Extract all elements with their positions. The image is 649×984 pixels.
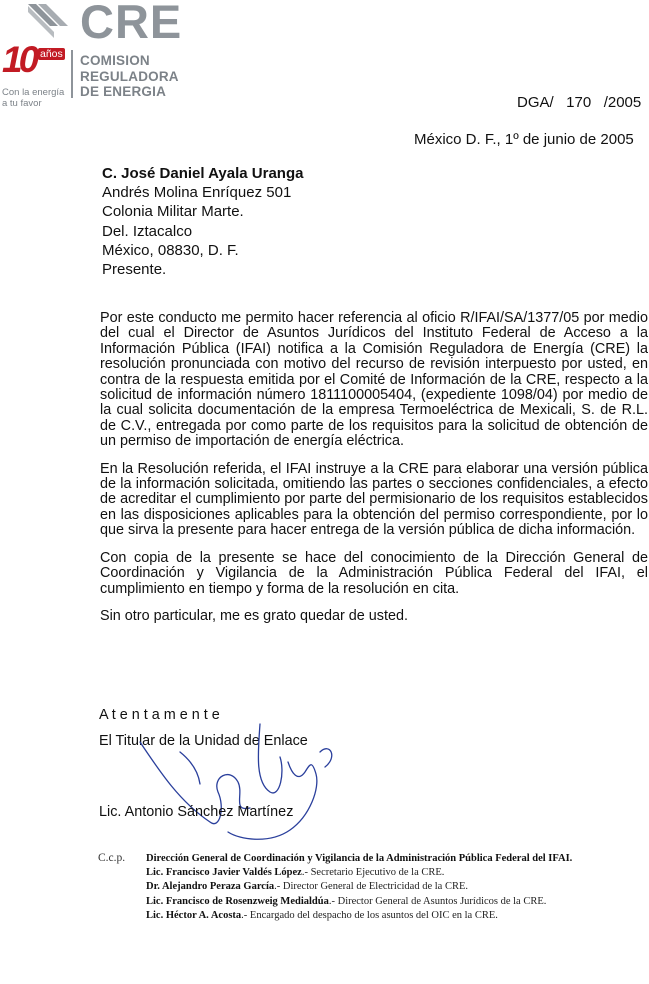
signer-name: Lic. Antonio Sánchez Martínez (99, 804, 294, 820)
ccp-entry: Lic. Francisco Javier Valdés López.- Secretario Ejecutivo de la CRE. (146, 867, 445, 879)
letter-body (100, 311, 648, 636)
tagline: Con la energía a tu favor (2, 87, 65, 109)
body-paragraph: Por este conducto me permito hacer referencia al oficio R/IFAI/SA/1377/05 por medio del cual el Director de Asuntos Jurídicos del Instituto Federal de Acceso a la Información Pública (IFAI) notifica a la Comisión Reguladora de Energía (CRE) la resolución pronunciada con motivo del recurso de revisión interpuesto por usted, en contra de la respuesta emitida por el Comité de Información de la CRE, respecto a la solicitud de información número 1811100005404, (expediente 1098/04) por medio de la cual solicita documentación de la empresa Termoeléctrica de Mexicali, S. de R.L. de C.V., entregada por como parte de los requisitos para la solicitud de obtención de un permiso de importación de energía eléctrica. (100, 310, 648, 450)
ccp-list (146, 852, 572, 923)
ccp-entry: Lic. Héctor A. Acosta.- Encargado del despacho de los asuntos del OIC en la CRE. (146, 909, 498, 921)
body-paragraph: Con copia de la presente se hace del conocimiento de la Dirección General de Coordinación y Vigilancia de la Administración Pública Federal del IFAI, el cumplimiento en tiempo y forma de la resolución en cita. (100, 549, 648, 597)
document-date: México D. F., 1º de junio de 2005 (414, 131, 634, 148)
recipient-address-line: Andrés Molina Enríquez 501 (102, 184, 292, 202)
recipient-address-line: Colonia Militar Marte. (102, 203, 244, 221)
organization-name: COMISION REGULADORA DE ENERGIA (80, 53, 179, 99)
document-reference: DGA/ 170 /2005 (517, 94, 642, 111)
ccp-label: C.c.p. (98, 852, 126, 864)
recipient-name: C. José Daniel Ayala Uranga (102, 165, 304, 182)
anniversary-number: 10 (2, 39, 36, 80)
recipient-address-line: Presente. (102, 261, 167, 279)
recipient-address-line: Del. Iztacalco (102, 222, 193, 240)
handwritten-signature (120, 712, 350, 852)
ccp-entry: Dr. Alejandro Peraza García.- Director General de Electricidad de la CRE. (146, 881, 468, 893)
recipient-address-line: México, 08830, D. F. (102, 241, 239, 259)
cre-logo-stripes-icon (28, 4, 72, 38)
closing-title: El Titular de la Unidad de Enlace (99, 733, 308, 749)
closing-salutation: A t e n t a m e n t e (99, 707, 220, 723)
ccp-entry: Lic. Francisco de Rosenzweig Medialdúa.- Director General de Asuntos Jurídicos de la CRE. (146, 895, 547, 907)
letterhead-divider (71, 50, 73, 98)
recipient-block (102, 164, 303, 279)
anniversary-word: años (40, 48, 63, 60)
body-paragraph: Sin otro particular, me es grato quedar de usted. (100, 607, 408, 624)
brand-logo-text: CRE (80, 0, 183, 48)
body-paragraph: En la Resolución referida, el IFAI instruye a la CRE para elaborar una versión pública de la información solicitada, omitiendo las partes o secciones confidenciales, a efecto de acreditar el cumplimiento por parte del permisionario de los requisitos establecidos en las disposiciones aplicables para la obtención del permiso correspondiente, por lo que sirva la presente para hacer entrega de la versión pública de dicha información. (100, 460, 648, 539)
ccp-entry: Dirección General de Coordinación y Vigilancia de la Administración Pública Federal del IFAI. (146, 853, 573, 864)
